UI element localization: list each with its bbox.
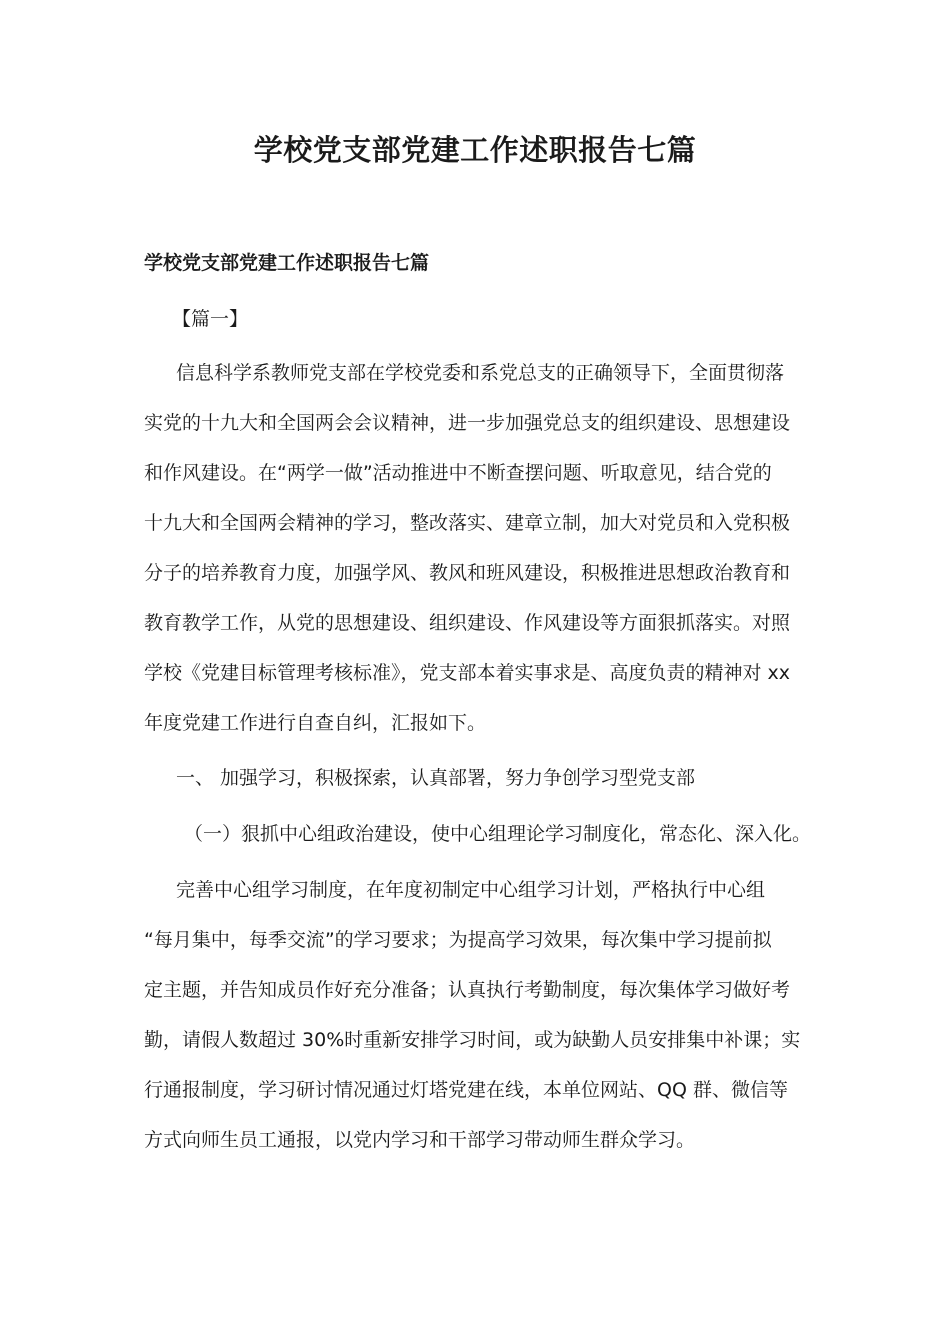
paragraph-line: “每月集中，每季交流”的学习要求；为提高学习效果，每次集中学习提前拟 <box>144 929 772 951</box>
paragraph-line: 学校《党建目标管理考核标准》，党支部本着实事求是、高度负责的精神对 xx <box>144 662 791 684</box>
paragraph-line: 实党的十九大和全国两会会议精神，进一步加强党总支的组织建设、思想建设 <box>144 412 791 434</box>
section-marker: 【篇一】 <box>172 308 249 330</box>
document-title: 学校党支部党建工作述职报告七篇 <box>253 133 697 167</box>
paragraph-line: 完善中心组学习制度，在年度初制定中心组学习计划，严格执行中心组 <box>176 879 766 901</box>
paragraph-line: 信息科学系教师党支部在学校党委和系党总支的正确领导下，全面贯彻落 <box>176 362 785 384</box>
paragraph-line: 年度党建工作进行自查自纠，汇报如下。 <box>144 712 487 734</box>
section-heading: 一、 加强学习，积极探索，认真部署，努力争创学习型党支部 <box>176 767 696 789</box>
paragraph-line: 定主题，并告知成员作好充分准备；认真执行考勤制度，每次集体学习做好考 <box>144 979 791 1001</box>
paragraph-line: 分子的培养教育力度，加强学风、教风和班风建设，积极推进思想政治教育和 <box>144 562 791 584</box>
paragraph-line: 勤，请假人数超过 30%时重新安排学习时间，或为缺勤人员安排集中补课；实 <box>144 1029 801 1051</box>
paragraph-line: 和作风建设。在“两学一做”活动推进中不断查摆问题、听取意见，结合党的 <box>144 462 772 484</box>
document-subtitle: 学校党支部党建工作述职报告七篇 <box>144 252 430 274</box>
paragraph-line: 十九大和全国两会精神的学习，整改落实、建章立制，加大对党员和入党积极 <box>144 512 791 534</box>
paragraph-line: 方式向师生员工通报，以党内学习和干部学习带动师生群众学习。 <box>144 1129 696 1151</box>
subsection-heading: （一）狠抓中心组政治建设，使中心组理论学习制度化，常态化、深入化。 <box>184 823 812 845</box>
paragraph-line: 教育教学工作，从党的思想建设、组织建设、作风建设等方面狠抓落实。对照 <box>144 612 791 634</box>
paragraph-line: 行通报制度，学习研讨情况通过灯塔党建在线，本单位网站、QQ 群、微信等 <box>144 1079 788 1101</box>
